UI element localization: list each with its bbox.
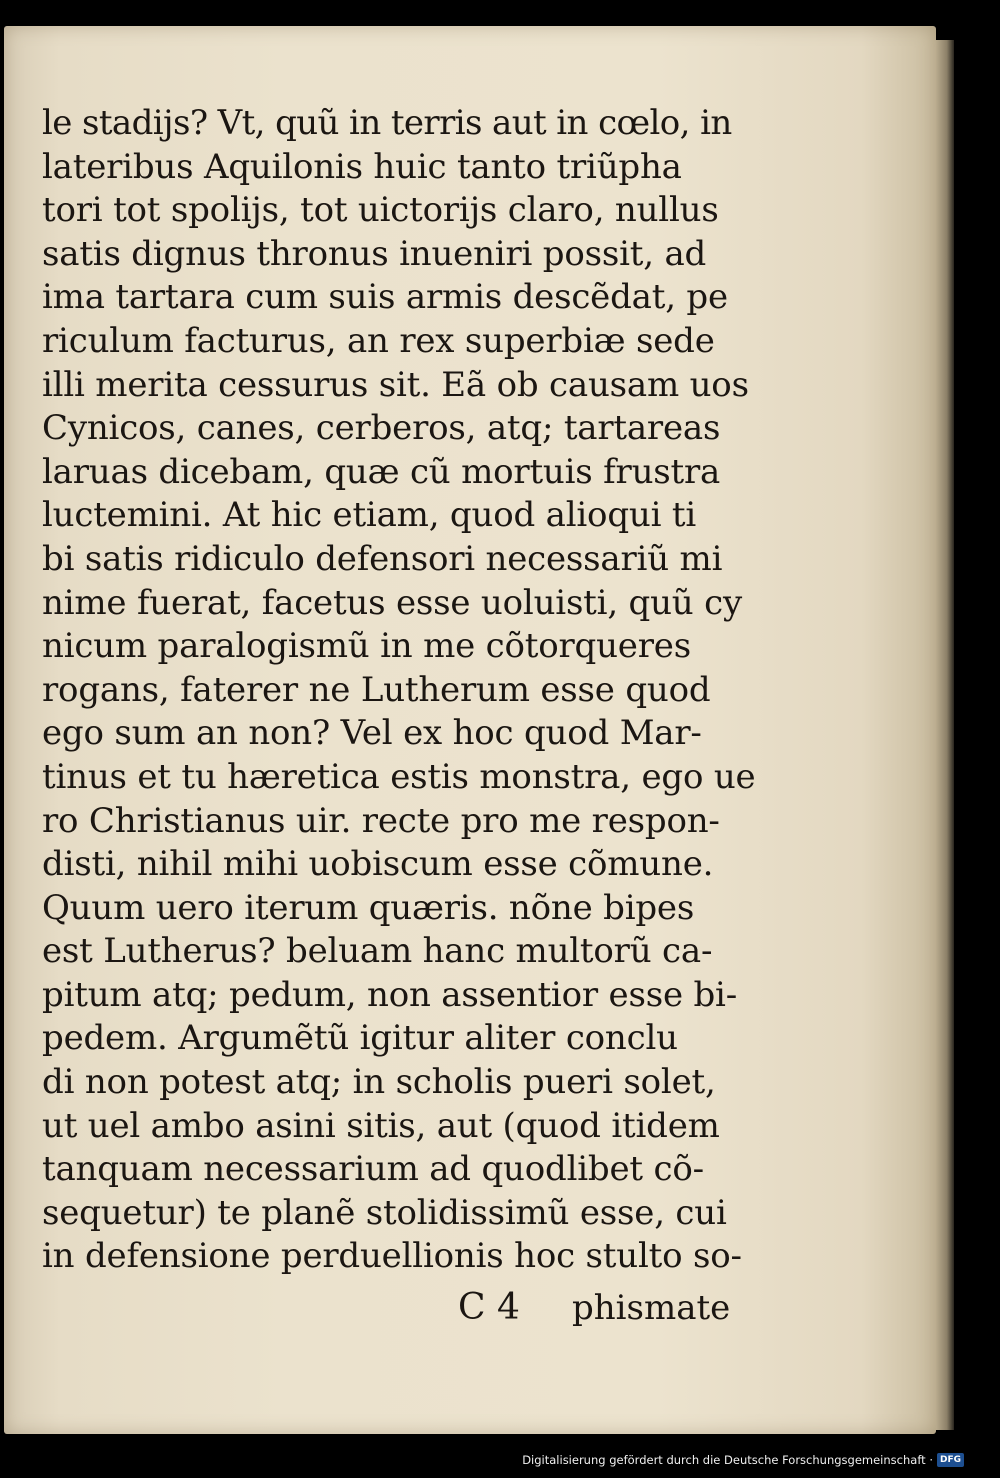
text-line: pitum atq; pedum, non assentior esse bi- (42, 974, 738, 1015)
text-line: sequetur) te planẽ stolidissimũ esse, cui (42, 1192, 727, 1233)
digitization-credit (522, 1450, 964, 1470)
text-line: ut uel ambo asini sitis, aut (quod itidem (42, 1105, 720, 1146)
text-line: ro Christianus uir. recte pro me respon- (42, 800, 720, 841)
dfg-logo: DFG (937, 1453, 964, 1467)
text-line: pedem. Argumẽtũ igitur aliter conclu (42, 1018, 678, 1059)
text-line: laruas dicebam, quæ cũ mortuis frustra (42, 451, 721, 492)
credit-text: Digitalisierung gefördert durch die Deutsche Forschungsgemeinschaft · (522, 1453, 933, 1467)
text-line: lateribus Aquilonis huic tanto triũpha (42, 146, 682, 187)
text-line: rogans, faterer ne Lutherum esse quod (42, 669, 711, 710)
text-line: le stadijs? Vt, quũ in terris aut in cœlo, in (42, 103, 732, 143)
text-line: luctemini. At hic etiam, quod alioqui ti (42, 495, 697, 536)
text-line: illi merita cessurus sit. Eã ob causam uos (42, 364, 749, 405)
text-line: tanquam necessarium ad quodlibet cõ- (42, 1149, 704, 1190)
text-line: bi satis ridiculo defensori necessariũ mi (42, 538, 723, 579)
page-footer (38, 1284, 738, 1332)
signature-mark: C 4 (458, 1287, 520, 1328)
text-line: di non potest atq; in scholis pueri solet, (42, 1062, 716, 1103)
text-line: tinus et tu hæretica estis monstra, ego ue (42, 756, 756, 797)
text-line: tori tot spolijs, tot uictorijs claro, nullus (42, 190, 719, 231)
text-line: est Lutherus? beluam hanc multorũ ca- (42, 931, 713, 972)
body-text (42, 102, 756, 1279)
text-line: ego sum an non? Vel ex hoc quod Mar- (42, 713, 702, 754)
book-page (4, 26, 936, 1434)
text-line: Quum uero iterum quæris. nõne bipes (42, 887, 695, 928)
text-line: in defensione perduellionis hoc stulto so- (42, 1236, 742, 1277)
text-line: satis dignus thronus inueniri possit, ad (42, 233, 707, 274)
text-line: Cynicos, canes, cerberos, atq; tartareas (42, 408, 721, 449)
text-line: ima tartara cum suis armis descẽdat, pe (42, 277, 728, 318)
page-edge (936, 40, 954, 1430)
catchword: phismate (572, 1288, 731, 1328)
text-line: nime fuerat, facetus esse uoluisti, quũ cy (42, 582, 742, 623)
text-line: disti, nihil mihi uobiscum esse cõmune. (42, 844, 714, 885)
text-line: nicum paralogismũ in me cõtorqueres (42, 626, 691, 667)
text-line: riculum facturus, an rex superbiæ sede (42, 320, 715, 361)
